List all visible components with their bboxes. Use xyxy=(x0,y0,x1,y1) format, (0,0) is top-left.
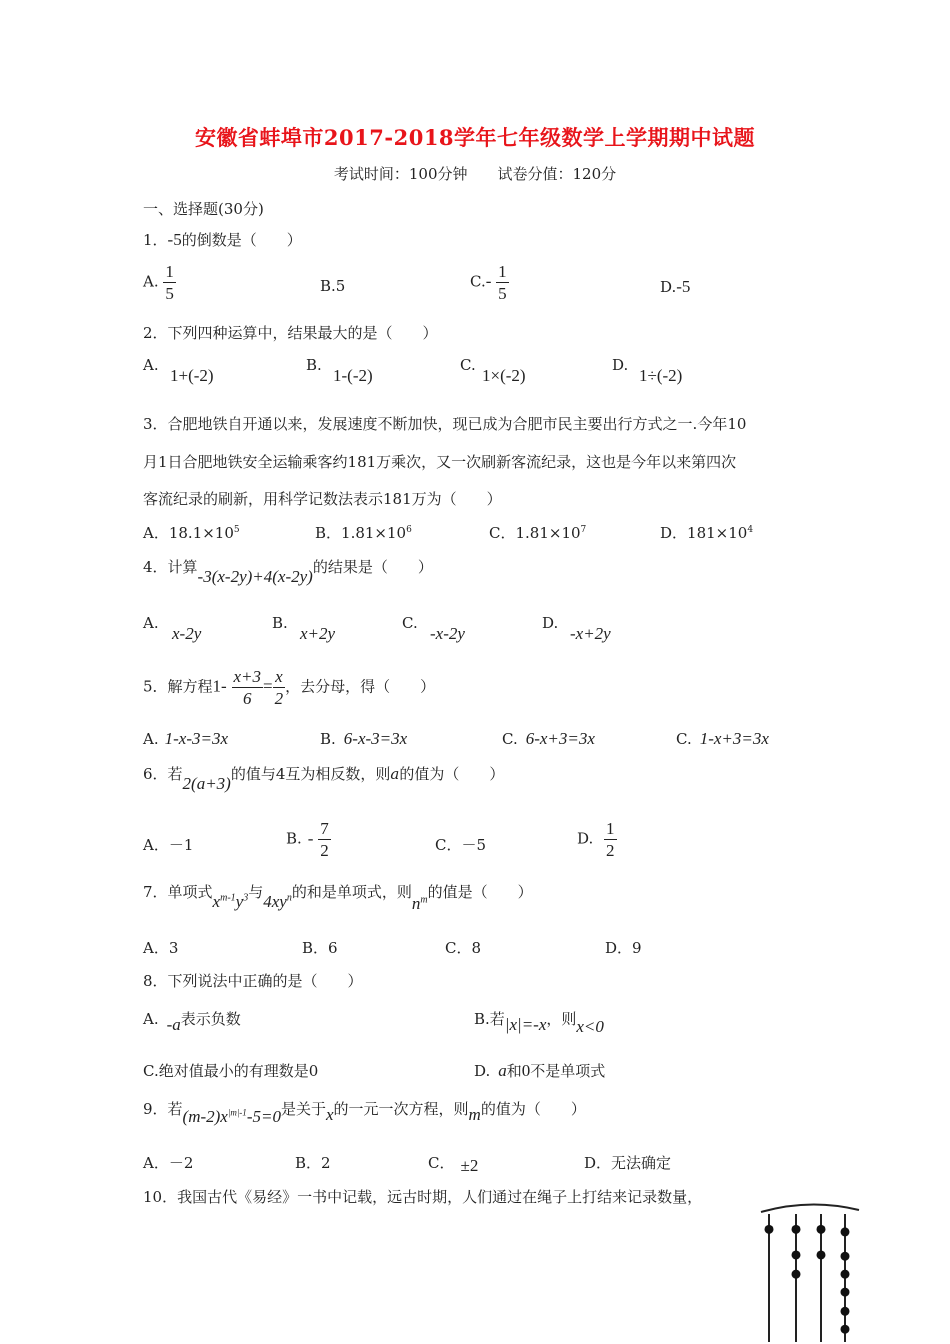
question-stem: 6．若 xyxy=(143,765,183,783)
question-stem: 的结果是（ ） xyxy=(312,558,433,576)
denominator: 2 xyxy=(320,841,329,860)
rope-knot xyxy=(841,1227,850,1236)
option-c xyxy=(489,522,586,543)
numerator: x+3 xyxy=(233,667,262,686)
numerator: 1 xyxy=(606,819,615,838)
question-stem: 的值为（ ） xyxy=(399,765,505,783)
denominator: 5 xyxy=(498,284,507,303)
rope-knot xyxy=(841,1307,850,1316)
math-expr: 1-x+3=3x xyxy=(699,729,769,748)
math-expr: 1-x-3=3x xyxy=(164,729,228,748)
question-10: 10．我国古代《易经》一书中记载，远古时期，人们通过在绳子上打结来记录数量， xyxy=(143,1188,703,1206)
question-stem: 的值与4互为相反数，则 xyxy=(230,765,391,783)
fraction xyxy=(318,820,331,859)
option-c xyxy=(428,1152,478,1173)
math-expr: 0 xyxy=(521,1061,531,1080)
section-heading: 一、选择题(30分) xyxy=(143,200,264,218)
question-4 xyxy=(143,556,433,586)
option-c xyxy=(502,729,595,749)
rope-knot xyxy=(841,1252,850,1261)
option-a xyxy=(143,263,176,302)
option-d-label: D. xyxy=(542,614,559,632)
question-stem: 是关于 xyxy=(280,1100,326,1118)
option-text: B．1.81×10 xyxy=(315,524,407,542)
option-c xyxy=(470,263,509,302)
rope-bar xyxy=(761,1204,859,1212)
exponent: 6 xyxy=(406,525,412,535)
option-d-label: D. xyxy=(612,356,629,374)
exponent: 3 xyxy=(243,892,249,904)
option-a: x-2y xyxy=(172,624,202,643)
option-b-label: B. xyxy=(272,614,288,632)
option-c: C.绝对值最小的有理数是0 xyxy=(143,1062,319,1080)
rope-knot xyxy=(817,1225,826,1234)
option-b-label: B. xyxy=(306,356,322,374)
question-stem: 与 xyxy=(248,883,264,901)
question-7 xyxy=(143,881,533,913)
denominator: 6 xyxy=(232,687,264,707)
rope-knot xyxy=(841,1288,850,1297)
minus-sign: - xyxy=(307,828,314,848)
question-stem: 5．解方程 xyxy=(143,677,213,696)
option-c: C．－5 xyxy=(435,836,487,854)
option-b: 1-(-2) xyxy=(333,366,373,385)
option-c: C．8 xyxy=(445,939,482,957)
variable: m xyxy=(468,1105,481,1124)
question-3-line-1: 3．合肥地铁自开通以来，发展速度不断加快，现已成为合肥市民主要出行方式之一.今年10 xyxy=(143,415,747,433)
option-d xyxy=(577,820,617,859)
exponent: 7 xyxy=(580,525,587,535)
option-a: A．－2 xyxy=(143,1154,194,1172)
exam-info: 考试时间：100分钟 试卷分值：120分 xyxy=(333,165,617,183)
page-title: 安徽省蚌埠市2017-2018学年七年级数学上学期期中试题 xyxy=(194,125,756,150)
question-stem: 的倒数是（ ） xyxy=(181,231,302,249)
option-label: C． xyxy=(428,1154,455,1172)
option-label: A. xyxy=(143,1010,159,1028)
math-expr: 2(a+3) xyxy=(182,774,231,793)
option-label: B. xyxy=(286,829,302,848)
option-a xyxy=(143,729,228,749)
equals-sign: = xyxy=(263,676,273,696)
math-expr: -5=0 xyxy=(246,1107,281,1126)
option-d: D．无法确定 xyxy=(584,1154,672,1172)
option-text: A．18.1×10 xyxy=(143,524,234,542)
question-stem: 7．单项式 xyxy=(143,883,213,901)
option-label: A. xyxy=(143,730,159,748)
question-1 xyxy=(143,229,302,250)
numerator: x xyxy=(275,667,283,686)
rope-knot xyxy=(792,1270,801,1279)
option-c: 1×(-2) xyxy=(482,366,526,385)
math-expr: x xyxy=(212,892,221,911)
question-stem: ，去分母，得（ ） xyxy=(285,677,436,696)
option-b xyxy=(315,522,412,543)
rope-knot xyxy=(792,1250,801,1259)
option-c-label: C. xyxy=(460,356,476,374)
option-a-label: A. xyxy=(143,614,159,632)
fraction xyxy=(604,820,617,859)
math-expr: (m-2)x xyxy=(182,1107,228,1126)
variable: a xyxy=(390,765,400,783)
exponent: m xyxy=(420,894,428,906)
rope-knot xyxy=(841,1270,850,1279)
question-number: 1． xyxy=(143,231,168,249)
option-label: D. xyxy=(660,278,677,296)
option-text: D．181×10 xyxy=(660,524,748,542)
question-3-line-2: 月1日合肥地铁安全运输乘客约181万乘次，又一次刷新客流纪录，这也是今年以来第四次 xyxy=(143,453,737,471)
option-a xyxy=(143,1008,241,1034)
option-a: 1+(-2) xyxy=(170,366,214,385)
option-label: D. xyxy=(474,1062,491,1080)
question-stem: 9．若 xyxy=(143,1100,183,1118)
rope-knot xyxy=(817,1250,826,1259)
option-d xyxy=(474,1060,605,1081)
option-b xyxy=(474,1008,604,1036)
minus-sign: - xyxy=(485,271,492,291)
math-expr: 1- xyxy=(212,676,227,696)
math-expr: 6-x-3=3x xyxy=(343,729,408,748)
math-expr: -3(x-2y)+4(x-2y) xyxy=(197,567,313,586)
option-a xyxy=(143,522,240,543)
option-a-label: A. xyxy=(143,356,159,374)
numerator: 1 xyxy=(498,262,507,281)
math-expr: ±2 xyxy=(460,1156,479,1175)
option-text: ，则 xyxy=(546,1010,577,1028)
option-b: x+2y xyxy=(300,624,336,643)
math-expr: |x|=-x xyxy=(504,1015,547,1034)
math-expr: -5 xyxy=(167,230,182,249)
option-d: -x+2y xyxy=(570,624,611,643)
option-b xyxy=(320,729,407,749)
option-c: -x-2y xyxy=(430,624,465,643)
option-label: B. xyxy=(320,730,336,748)
exponent: m-1 xyxy=(220,892,236,904)
question-9 xyxy=(143,1098,586,1126)
option-label: C. xyxy=(502,730,518,748)
option-label: C. xyxy=(470,272,486,291)
question-stem: 的和是单项式，则 xyxy=(291,883,412,901)
math-expr: x<0 xyxy=(576,1017,604,1036)
numerator: 1 xyxy=(165,262,174,281)
option-c-label: C. xyxy=(402,614,418,632)
fraction xyxy=(496,263,509,302)
exponent: 4 xyxy=(747,525,754,535)
numerator: 7 xyxy=(320,819,329,838)
option-d: D．9 xyxy=(605,939,642,957)
option-a: A．－1 xyxy=(143,836,194,854)
option-label: A. xyxy=(143,272,159,291)
option-b: B．2 xyxy=(295,1154,331,1172)
knotted-rope-figure xyxy=(755,1196,865,1344)
option-text: 不是单项式 xyxy=(530,1062,606,1080)
variable: a xyxy=(498,1061,507,1080)
fraction xyxy=(232,668,264,707)
option-text: C．1.81×10 xyxy=(489,524,581,542)
option-label: D. xyxy=(577,829,594,848)
option-text: 表示负数 xyxy=(180,1010,241,1028)
rope-knot xyxy=(792,1225,801,1234)
option-text: 和 xyxy=(506,1062,522,1080)
math-expr: y xyxy=(235,892,244,911)
option-b: B.5 xyxy=(320,277,346,295)
fraction xyxy=(163,263,176,302)
option-d xyxy=(676,729,769,749)
exponent: 5 xyxy=(233,525,240,535)
math-expr: -a xyxy=(166,1015,181,1034)
question-5 xyxy=(143,668,435,707)
option-label: B.若 xyxy=(474,1010,505,1028)
option-label: C. xyxy=(676,730,692,748)
question-2: 2．下列四种运算中，结果最大的是（ ） xyxy=(143,324,438,342)
question-3-line-3: 客流纪录的刷新，用科学记数法表示181万为（ ） xyxy=(143,490,502,508)
math-expr: 6-x+3=3x xyxy=(525,729,595,748)
question-8: 8．下列说法中正确的是（ ） xyxy=(143,972,363,990)
math-expr: -5 xyxy=(676,277,691,296)
option-b: B．6 xyxy=(302,939,338,957)
question-stem: 4．计算 xyxy=(143,558,198,576)
option-d xyxy=(660,522,753,543)
rope-knot xyxy=(765,1225,774,1234)
math-expr: 4xy xyxy=(263,892,287,911)
variable: x xyxy=(325,1105,334,1124)
exponent: |m|-1 xyxy=(227,1107,247,1118)
option-d: 1÷(-2) xyxy=(639,366,683,385)
question-stem: 的值为（ ） xyxy=(480,1100,586,1118)
denominator: 5 xyxy=(165,284,174,303)
fraction xyxy=(273,668,286,707)
option-a: A．3 xyxy=(143,939,179,957)
rope-knot xyxy=(841,1325,850,1334)
denominator: 2 xyxy=(274,689,284,708)
question-6 xyxy=(143,763,505,793)
exponent: n xyxy=(286,892,292,904)
option-d xyxy=(660,277,690,297)
option-b xyxy=(286,820,331,859)
math-expr: n xyxy=(411,894,421,913)
question-stem: 的一元一次方程，则 xyxy=(333,1100,469,1118)
denominator: 2 xyxy=(606,841,615,860)
question-stem: 的值是（ ） xyxy=(427,883,533,901)
